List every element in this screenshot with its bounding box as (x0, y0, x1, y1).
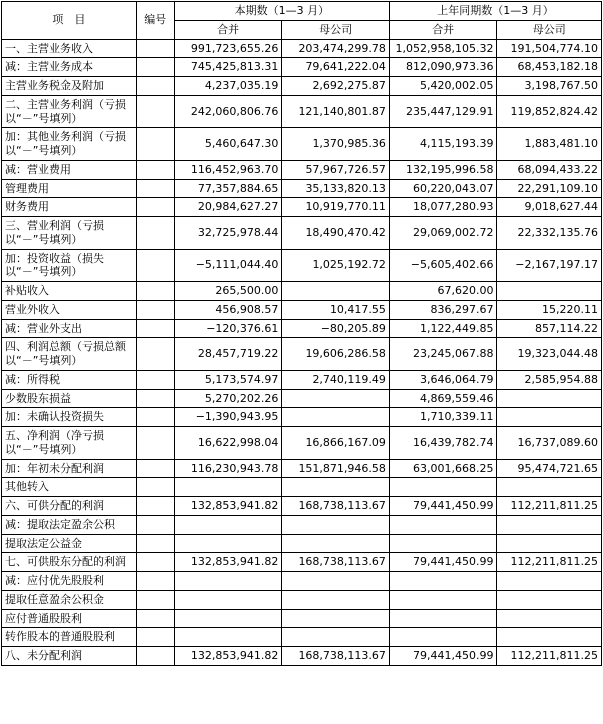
row-value-3: 812,090,973.36 (389, 58, 497, 77)
row-value-1: 32,725,978.44 (174, 217, 282, 250)
row-code (136, 497, 174, 516)
row-value-2: 168,738,113.67 (282, 553, 390, 572)
row-value-4 (497, 515, 602, 534)
row-code (136, 459, 174, 478)
row-code (136, 39, 174, 58)
row-value-3: 1,710,339.11 (389, 408, 497, 427)
row-value-1: 5,173,574.97 (174, 370, 282, 389)
header-code: 编号 (136, 2, 174, 40)
row-code (136, 160, 174, 179)
table-row (2, 95, 602, 128)
row-value-3: 235,447,129.91 (389, 95, 497, 128)
row-label: 减：营业费用 (2, 160, 137, 179)
income-statement-table (1, 1, 602, 666)
row-value-3: 79,441,450.99 (389, 647, 497, 666)
row-value-2: 10,417.55 (282, 300, 390, 319)
row-code (136, 609, 174, 628)
row-label: 二、主营业务利润（亏损以“－”号填列） (2, 95, 137, 128)
row-code (136, 408, 174, 427)
table-row (2, 370, 602, 389)
row-value-3: 18,077,280.93 (389, 198, 497, 217)
row-value-4: 112,211,811.25 (497, 497, 602, 516)
row-value-4: 191,504,774.10 (497, 39, 602, 58)
row-value-4: 68,094,433.22 (497, 160, 602, 179)
row-code (136, 282, 174, 301)
row-value-1: 745,425,813.31 (174, 58, 282, 77)
row-value-2 (282, 389, 390, 408)
table-row (2, 39, 602, 58)
row-value-4: 119,852,824.42 (497, 95, 602, 128)
header-current-consolidated: 合并 (174, 20, 282, 39)
table-row (2, 128, 602, 161)
table-row (2, 179, 602, 198)
row-label: 四、利润总额（亏损总额以“－”号填列） (2, 338, 137, 371)
header-current-parent: 母公司 (282, 20, 390, 39)
row-value-1: 77,357,884.65 (174, 179, 282, 198)
row-value-1: 116,452,963.70 (174, 160, 282, 179)
row-code (136, 572, 174, 591)
row-value-2: 121,140,801.87 (282, 95, 390, 128)
row-label: 加：年初未分配利润 (2, 459, 137, 478)
row-value-2: 1,370,985.36 (282, 128, 390, 161)
row-value-3 (389, 515, 497, 534)
row-code (136, 128, 174, 161)
row-value-3 (389, 572, 497, 591)
row-code (136, 478, 174, 497)
row-value-3 (389, 628, 497, 647)
table-row (2, 497, 602, 516)
header-row-groups (2, 2, 602, 21)
row-value-4 (497, 282, 602, 301)
row-value-1: −5,111,044.40 (174, 249, 282, 282)
table-row (2, 628, 602, 647)
table-row (2, 459, 602, 478)
row-value-2: 168,738,113.67 (282, 647, 390, 666)
row-value-2: 57,967,726.57 (282, 160, 390, 179)
table-row (2, 590, 602, 609)
table-row (2, 319, 602, 338)
row-value-1: 20,984,627.27 (174, 198, 282, 217)
table-row (2, 77, 602, 96)
row-code (136, 553, 174, 572)
row-value-1: 116,230,943.78 (174, 459, 282, 478)
row-value-1: 4,237,035.19 (174, 77, 282, 96)
row-code (136, 217, 174, 250)
row-label: 转作股本的普通股股利 (2, 628, 137, 647)
header-prior-period: 上年同期数（1—3 月） (389, 2, 601, 21)
row-value-4: 22,332,135.76 (497, 217, 602, 250)
row-value-1 (174, 628, 282, 647)
row-code (136, 95, 174, 128)
row-value-3: 3,646,064.79 (389, 370, 497, 389)
row-code (136, 370, 174, 389)
row-value-1: 28,457,719.22 (174, 338, 282, 371)
row-value-3: −5,605,402.66 (389, 249, 497, 282)
row-label: 一、主营业务收入 (2, 39, 137, 58)
row-value-4: 3,198,767.50 (497, 77, 602, 96)
table-row (2, 217, 602, 250)
row-label: 补贴收入 (2, 282, 137, 301)
row-code (136, 179, 174, 198)
row-code (136, 319, 174, 338)
row-label: 财务费用 (2, 198, 137, 217)
row-value-2: 79,641,222.04 (282, 58, 390, 77)
row-value-2 (282, 572, 390, 591)
row-value-1: 265,500.00 (174, 282, 282, 301)
table-row (2, 572, 602, 591)
row-label: 减：主营业务成本 (2, 58, 137, 77)
row-value-4 (497, 609, 602, 628)
row-value-4: 95,474,721.65 (497, 459, 602, 478)
row-value-4: 15,220.11 (497, 300, 602, 319)
row-value-1: 16,622,998.04 (174, 427, 282, 460)
row-value-2: 203,474,299.78 (282, 39, 390, 58)
header-current-period: 本期数（1—3 月） (174, 2, 389, 21)
row-value-3: 5,420,002.05 (389, 77, 497, 96)
row-value-3: 132,195,996.58 (389, 160, 497, 179)
table-row (2, 478, 602, 497)
row-value-1 (174, 609, 282, 628)
row-value-3: 16,439,782.74 (389, 427, 497, 460)
table-row (2, 58, 602, 77)
row-label: 减：营业外支出 (2, 319, 137, 338)
row-label: 加：未确认投资损失 (2, 408, 137, 427)
row-code (136, 389, 174, 408)
table-row (2, 534, 602, 553)
row-code (136, 427, 174, 460)
row-value-3: 23,245,067.88 (389, 338, 497, 371)
table-row (2, 338, 602, 371)
row-value-4 (497, 628, 602, 647)
row-value-3: 4,869,559.46 (389, 389, 497, 408)
row-code (136, 77, 174, 96)
row-value-4: 112,211,811.25 (497, 553, 602, 572)
row-value-2: 151,871,946.58 (282, 459, 390, 478)
table-row (2, 553, 602, 572)
row-value-3: 79,441,450.99 (389, 553, 497, 572)
row-value-1 (174, 478, 282, 497)
table-row (2, 427, 602, 460)
table-row (2, 198, 602, 217)
row-value-2: 16,866,167.09 (282, 427, 390, 460)
row-value-1: 132,853,941.82 (174, 647, 282, 666)
row-value-4: 9,018,627.44 (497, 198, 602, 217)
row-value-1: −1,390,943.95 (174, 408, 282, 427)
row-label: 七、可供股东分配的利润 (2, 553, 137, 572)
table-row (2, 609, 602, 628)
table-header (2, 2, 602, 40)
row-label: 三、营业利润（亏损以“－”号填列） (2, 217, 137, 250)
row-value-4: 19,323,044.48 (497, 338, 602, 371)
table-row (2, 282, 602, 301)
row-code (136, 249, 174, 282)
row-label: 减：应付优先股股利 (2, 572, 137, 591)
row-value-2: 2,740,119.49 (282, 370, 390, 389)
row-value-4: 112,211,811.25 (497, 647, 602, 666)
row-label: 应付普通股股利 (2, 609, 137, 628)
row-label: 加：投资收益（损失以“－”号填列） (2, 249, 137, 282)
table-row (2, 300, 602, 319)
row-value-1: 991,723,655.26 (174, 39, 282, 58)
header-item: 项 目 (2, 2, 137, 40)
row-value-1 (174, 572, 282, 591)
row-value-2: 168,738,113.67 (282, 497, 390, 516)
row-value-4: 2,585,954.88 (497, 370, 602, 389)
row-label: 加：其他业务利润（亏损以“－”号填列） (2, 128, 137, 161)
header-prior-parent: 母公司 (497, 20, 602, 39)
row-label: 减：所得税 (2, 370, 137, 389)
table-row (2, 389, 602, 408)
row-value-3 (389, 609, 497, 628)
row-value-2: 1,025,192.72 (282, 249, 390, 282)
row-code (136, 198, 174, 217)
row-value-1: 5,460,647.30 (174, 128, 282, 161)
row-label: 八、未分配利润 (2, 647, 137, 666)
row-code (136, 58, 174, 77)
row-label: 营业外收入 (2, 300, 137, 319)
row-value-2: −80,205.89 (282, 319, 390, 338)
row-value-1: 242,060,806.76 (174, 95, 282, 128)
header-prior-consolidated: 合并 (389, 20, 497, 39)
row-label: 提取法定公益金 (2, 534, 137, 553)
row-code (136, 338, 174, 371)
row-value-2 (282, 590, 390, 609)
row-value-4 (497, 389, 602, 408)
row-value-2 (282, 408, 390, 427)
row-value-3: 63,001,668.25 (389, 459, 497, 478)
row-value-3: 60,220,043.07 (389, 179, 497, 198)
row-code (136, 300, 174, 319)
row-value-4: −2,167,197.17 (497, 249, 602, 282)
row-value-3: 79,441,450.99 (389, 497, 497, 516)
row-value-2: 19,606,286.58 (282, 338, 390, 371)
row-value-1 (174, 534, 282, 553)
row-value-2 (282, 628, 390, 647)
row-value-2: 35,133,820.13 (282, 179, 390, 198)
row-value-3: 1,122,449.85 (389, 319, 497, 338)
row-value-3: 67,620.00 (389, 282, 497, 301)
row-label: 六、可供分配的利润 (2, 497, 137, 516)
row-value-3 (389, 478, 497, 497)
row-value-3: 836,297.67 (389, 300, 497, 319)
row-label: 管理费用 (2, 179, 137, 198)
table-row (2, 249, 602, 282)
row-value-1: −120,376.61 (174, 319, 282, 338)
row-value-4: 16,737,089.60 (497, 427, 602, 460)
row-value-3: 29,069,002.72 (389, 217, 497, 250)
row-value-4: 68,453,182.18 (497, 58, 602, 77)
row-value-2 (282, 515, 390, 534)
row-code (136, 590, 174, 609)
row-value-3: 1,052,958,105.32 (389, 39, 497, 58)
row-value-2: 18,490,470.42 (282, 217, 390, 250)
row-value-4 (497, 478, 602, 497)
table-row (2, 647, 602, 666)
row-value-1 (174, 515, 282, 534)
row-value-1: 456,908.57 (174, 300, 282, 319)
row-value-1: 132,853,941.82 (174, 553, 282, 572)
row-code (136, 628, 174, 647)
row-value-2 (282, 478, 390, 497)
row-label: 主营业务税金及附加 (2, 77, 137, 96)
row-value-3 (389, 590, 497, 609)
row-label: 其他转入 (2, 478, 137, 497)
row-value-1: 132,853,941.82 (174, 497, 282, 516)
row-label: 少数股东损益 (2, 389, 137, 408)
row-value-2 (282, 609, 390, 628)
row-value-2 (282, 282, 390, 301)
table-row (2, 408, 602, 427)
row-value-4 (497, 572, 602, 591)
row-value-1: 5,270,202.26 (174, 389, 282, 408)
table-body (2, 39, 602, 665)
row-value-4: 1,883,481.10 (497, 128, 602, 161)
row-code (136, 515, 174, 534)
row-value-3: 4,115,193.39 (389, 128, 497, 161)
table-row (2, 160, 602, 179)
row-value-2: 2,692,275.87 (282, 77, 390, 96)
row-label: 五、净利润（净亏损以“－”号填列） (2, 427, 137, 460)
row-value-3 (389, 534, 497, 553)
row-value-4 (497, 408, 602, 427)
row-value-2: 10,919,770.11 (282, 198, 390, 217)
row-value-1 (174, 590, 282, 609)
row-label: 减：提取法定盈余公积 (2, 515, 137, 534)
row-value-4 (497, 590, 602, 609)
table-row (2, 515, 602, 534)
row-value-4: 857,114.22 (497, 319, 602, 338)
row-label: 提取任意盈余公积金 (2, 590, 137, 609)
row-value-2 (282, 534, 390, 553)
row-value-4: 22,291,109.10 (497, 179, 602, 198)
row-code (136, 534, 174, 553)
row-code (136, 647, 174, 666)
row-value-4 (497, 534, 602, 553)
